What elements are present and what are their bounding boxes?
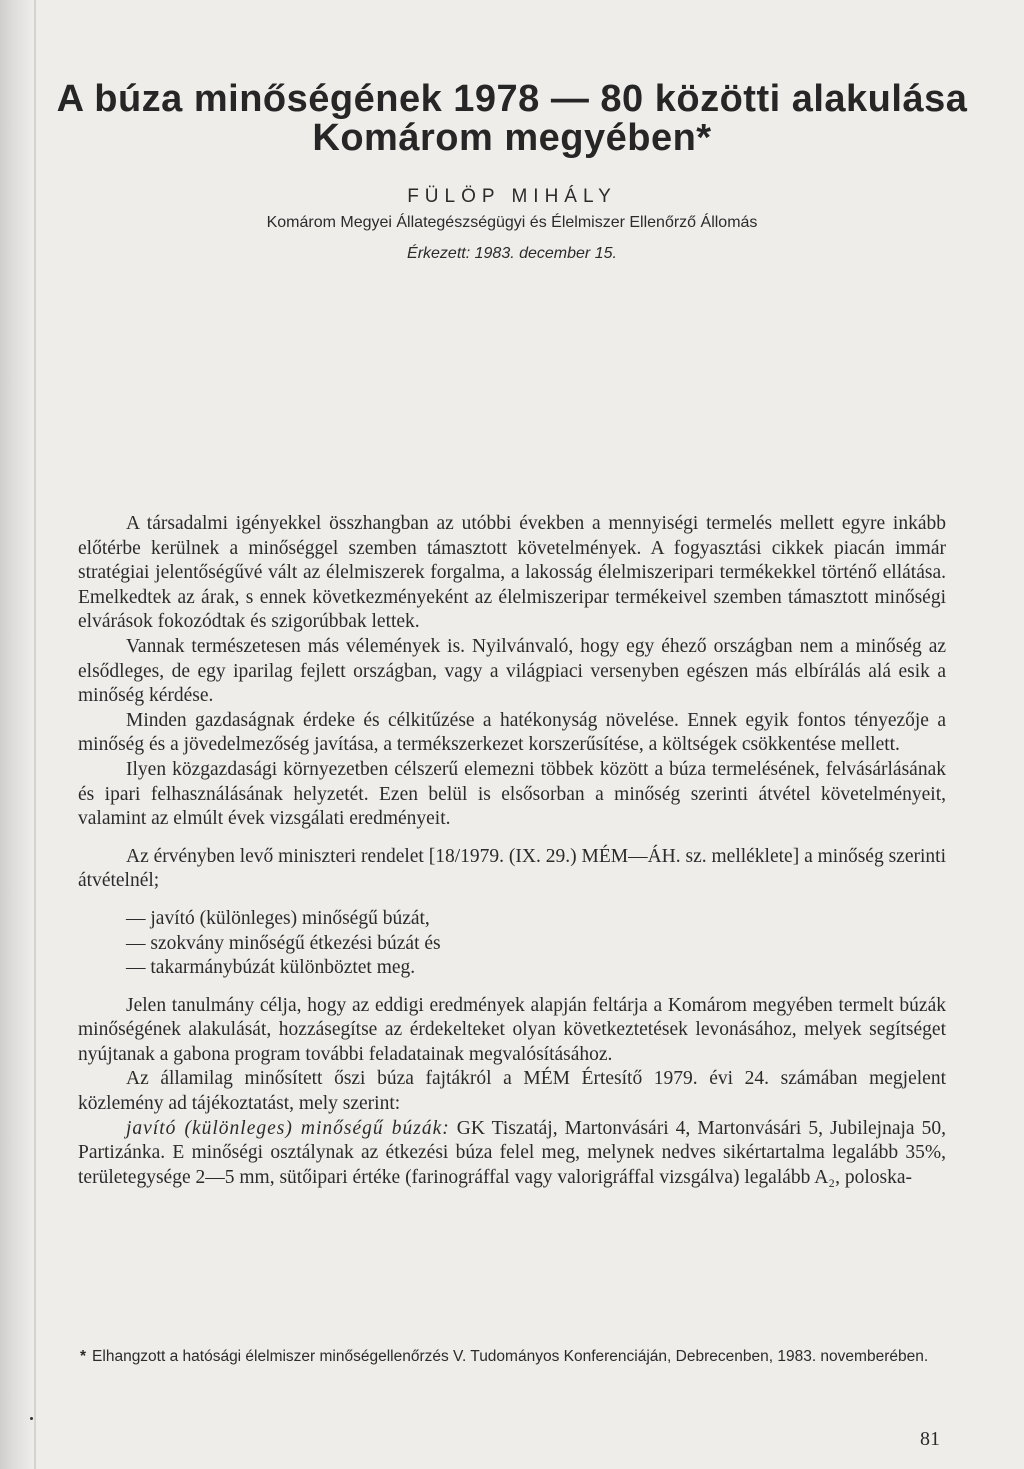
paragraph: Az érvényben levő miniszteri rendelet [18/1979. (IX. 29.) MÉM—ÁH. sz. melléklete] a minőség szerinti átvételnél;: [78, 845, 946, 892]
footnote-text: Elhangzott a hatósági élelmiszer minőségellenőrzés V. Tudományos Konferenciáján, Debrecenben, 1983. novemberében.: [92, 1348, 929, 1365]
article-title-line2: Komárom megyében*: [312, 117, 712, 159]
quality-class-list: [126, 907, 946, 981]
author-affiliation: Komárom Megyei Állategészségügyi és Élelmiszer Ellenőrző Állomás: [266, 214, 758, 231]
page-number: 81: [920, 1428, 940, 1450]
received-label: Érkezett:: [407, 245, 471, 262]
paragraph: Minden gazdaságnak érdeke és célkitűzése a hatékonyság növelése. Ennek egyik fontos tényezője a minőség és a jövedelmezőség javítása, a termékszerkezet korszerűsítése, a költségek csökkentése mellett.: [78, 709, 946, 756]
paragraph: [78, 1117, 946, 1191]
paragraph: Vannak természetesen más vélemények is. Nyilvánvaló, hogy egy éhező országban nem a minőség az elsődleges, de egy iparilag fejlett országban, vagy a világpiaci versenyben egészen más elbírálás alá esik a minőség kérdése.: [78, 635, 946, 707]
footnote-mark: *: [80, 1348, 87, 1365]
footnote: [80, 1347, 946, 1366]
margin-speck: [30, 1417, 33, 1420]
list-item: — takarmánybúzát különböztet meg.: [126, 956, 946, 981]
paragraph: Jelen tanulmány célja, hogy az eddigi eredmények alapján feltárja a Komárom megyében termelt búzák minőségének alakulását, hozzásegítse az érdekelteket olyan következtetések levonásához, melyek segítséget nyújtanak a gabona program további feladatainak megvalósításához.: [78, 994, 946, 1065]
received-date-line: [0, 245, 1024, 263]
received-date: 1983. december 15.: [474, 245, 617, 262]
list-item: — szokvány minőségű étkezési búzát és: [126, 932, 946, 957]
paragraph: Az államilag minősített őszi búza fajtákról a MÉM Értesítő 1979. évi 24. számában megjelent közlemény ad tájékoztatást, mely szerint:: [78, 1068, 946, 1115]
paragraph: A társadalmi igényekkel összhangban az utóbbi években a mennyiségi termelés mellett egyre inkább előtérbe kerülnek a minőséggel szemben támasztott követelmények. A fogyasztási cikkek piacán immár stratégiai jelentőségűvé vált az élelmiszerek forgalma, a lakosság élelmiszeripari termékekkel történő ellátása. Emelkedtek az árak, s ennek következményeként az élelmiszeripar termékeivel szemben támasztott minőségi elvárások fokozódtak és szigorúbbak lettek.: [78, 513, 946, 633]
paragraph-text: GK Tiszatáj, Martonvásári 4, Martonvásári 5, Jubilejnaja 50, Partizánka. E minőségi osztálynak az étkezési búza felel meg, melynek nedves sikértartalma legalább 35%, területegysége 2—5 mm, sütőipari értéke (farinográffal vagy valorigráffal vizsgálva) legalább A₂, poloska-: [78, 1117, 947, 1188]
list-item: — javító (különleges) minőségű búzát,: [126, 907, 946, 932]
italic-term: javító (különleges) minőségű búzák:: [126, 1117, 450, 1139]
paragraph: Ilyen közgazdasági környezetben célszerű elemezni többek között a búza termelésének, felvásárlásának és ipari felhasználásának helyzetét. Ezen belül is elsősorban a minőség szerinti átvétel követelményeit, valamint az elmúlt évek vizsgálati eredményeit.: [78, 758, 946, 830]
author-name: FÜLÖP MIHÁLY: [407, 186, 617, 207]
article-body: [78, 512, 946, 1190]
article-title-line1: A búza minőségének 1978 — 80 közötti alakulása: [56, 78, 968, 120]
